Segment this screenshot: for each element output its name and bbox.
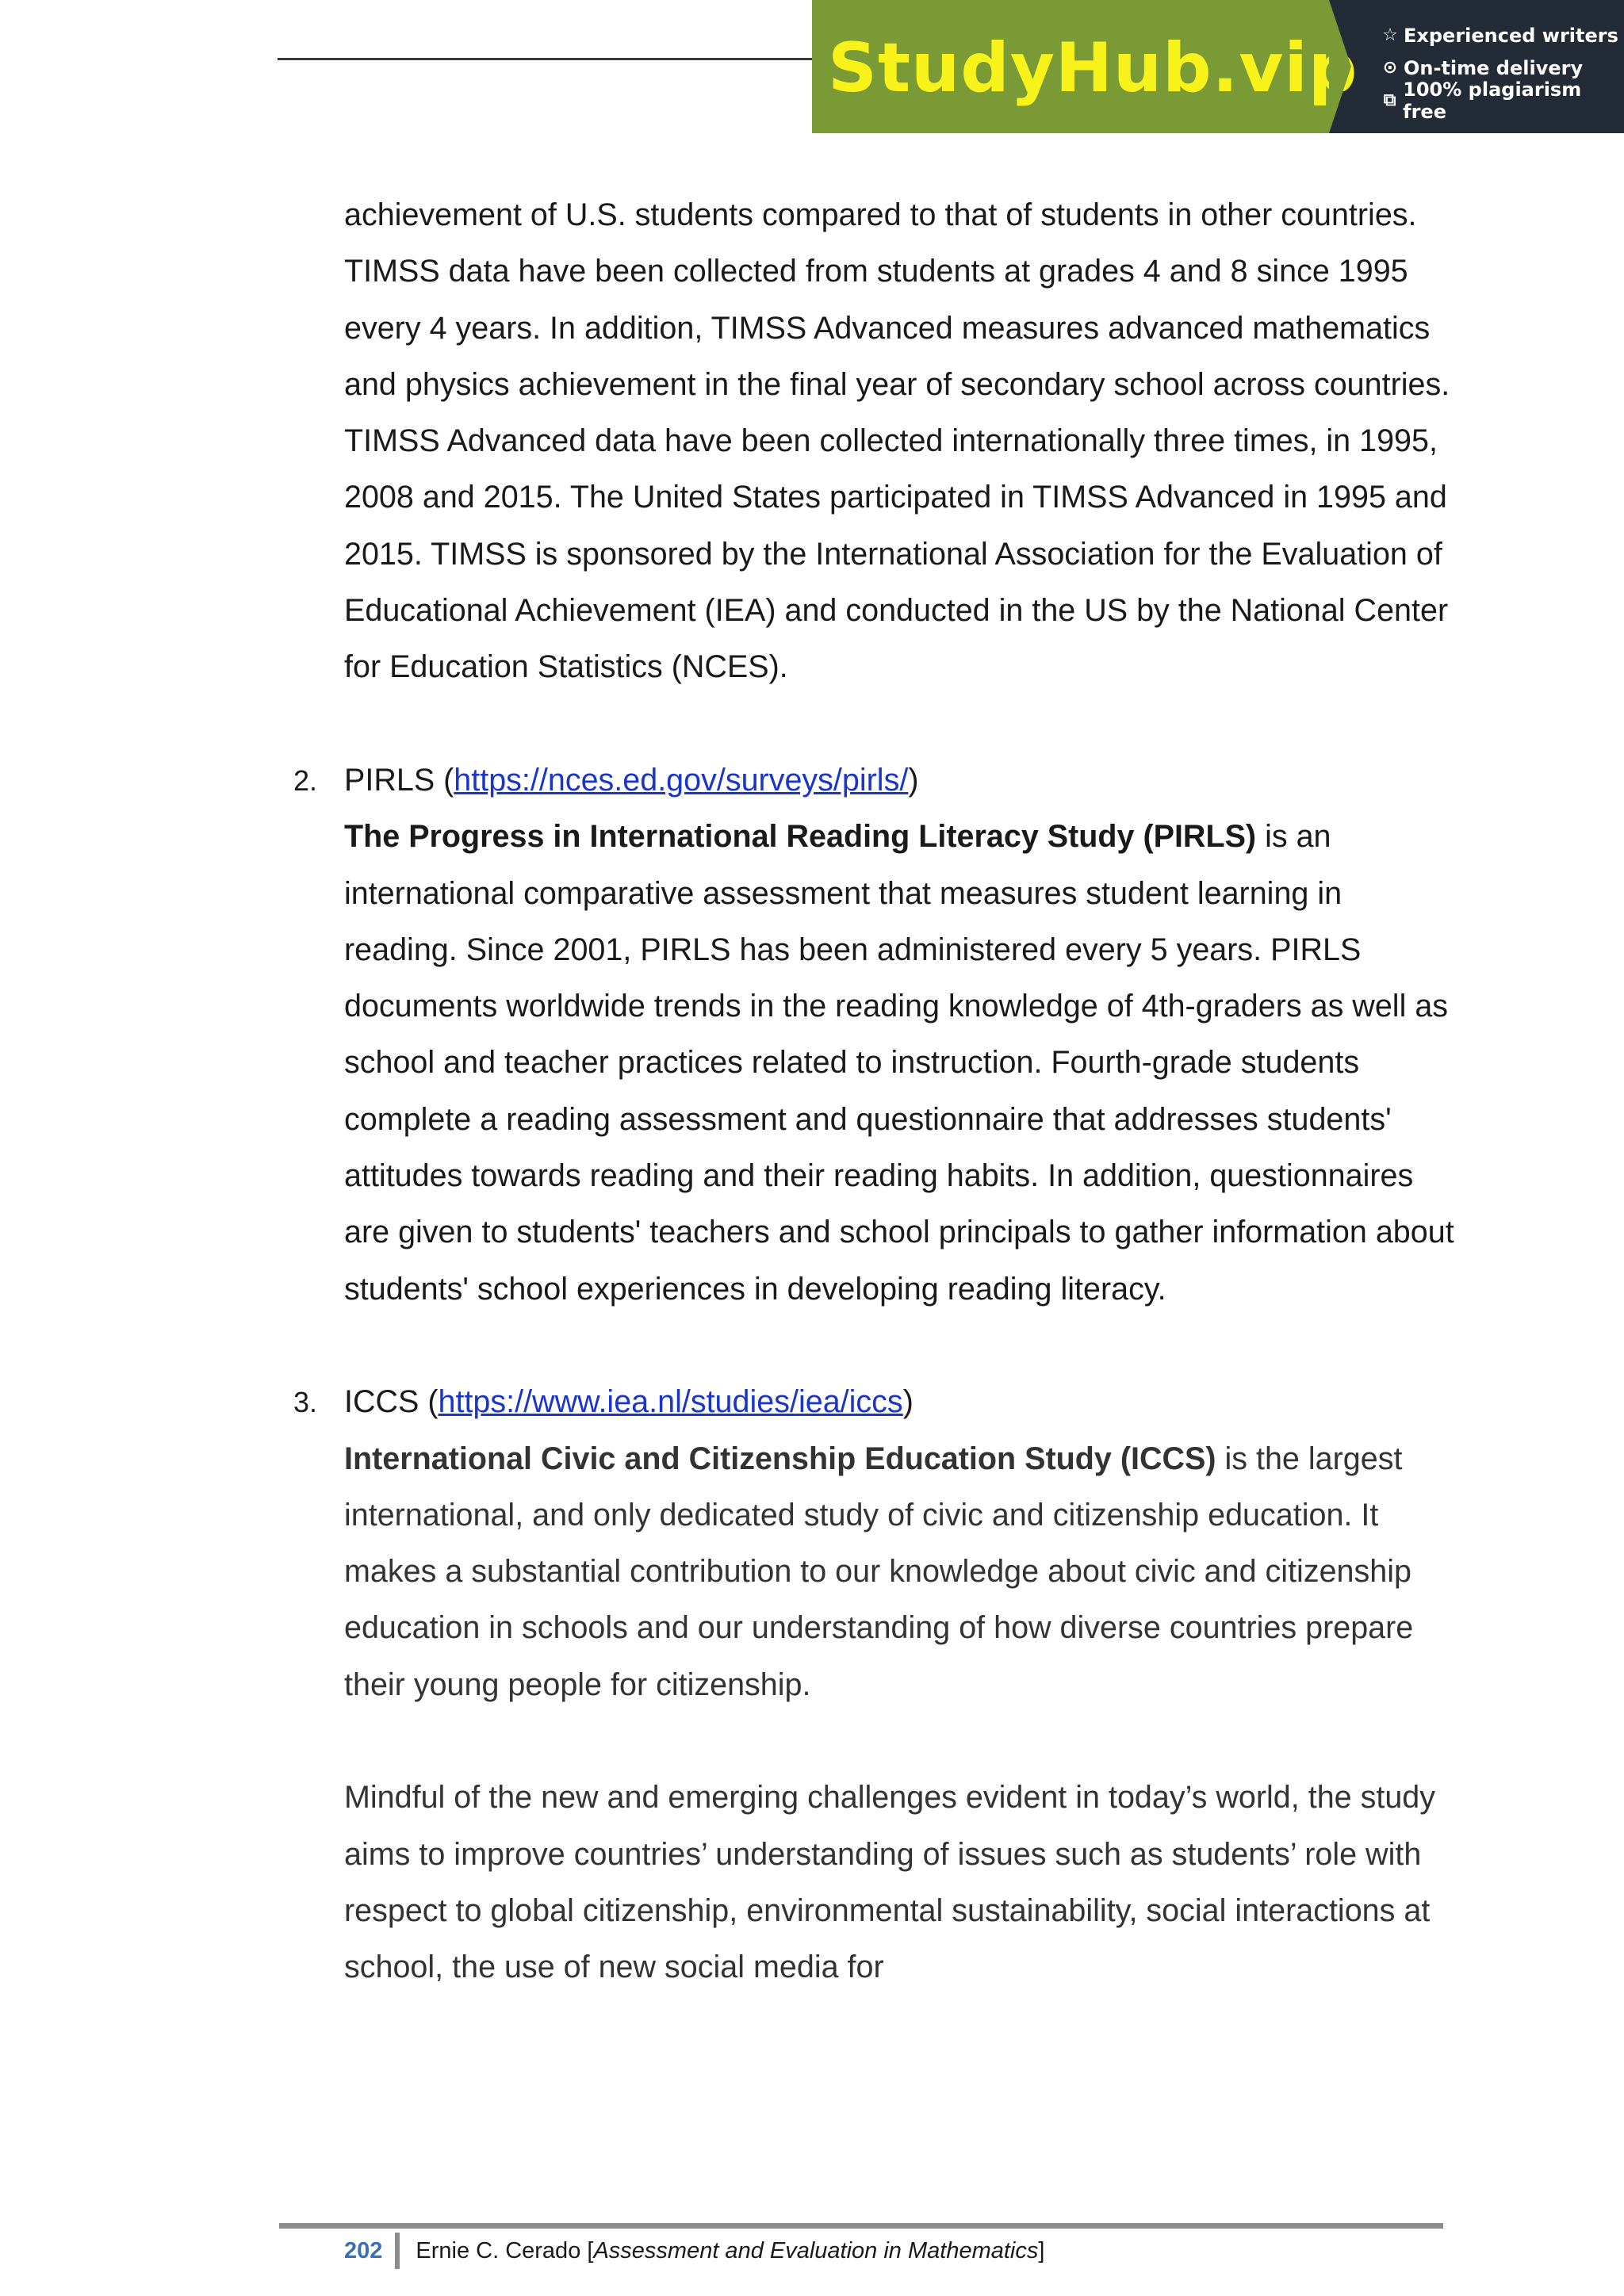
list-item-pirls [293, 752, 1454, 1318]
copy-icon: ⧉ [1383, 90, 1396, 110]
footer-author: Ernie C. Cerado [ [416, 2237, 594, 2263]
footer-rule [279, 2223, 1443, 2229]
feature-text: On-time delivery [1404, 56, 1584, 79]
header-rule [278, 58, 814, 60]
list-number: 3. [293, 1386, 318, 1419]
feature-item [1380, 78, 1624, 123]
footer-separator [395, 2233, 400, 2269]
footer-book-title: Assessment and Evaluation in Mathematics [593, 2237, 1039, 2263]
item-description-text: is an international comparative assessment that measures student learning in reading. Since 2001, PIRLS has been administered every 5 years. PIRLS documents worldwide trends in the reading knowledge of 4th-graders as well as school and teacher practices related to instruction. Fourth-grade students complete a reading assessment and questionnaire that addresses students' attitudes towards reading and their reading habits. In addition, questionnaires are given to students' teachers and school principals to gather information about students' school experiences in developing reading literacy. [344, 819, 1454, 1307]
brand-logo[interactable] [812, 0, 1358, 133]
list-item-iccs [293, 1374, 1454, 1996]
item-bold-title: The Progress in International Reading Literacy Study (PIRLS) [344, 819, 1257, 855]
feature-text: 100% plagiarism free [1403, 78, 1582, 123]
clock-icon: ⊙ [1382, 58, 1398, 78]
page-footer [344, 2231, 1044, 2271]
brand-name: StudyHub.vip [828, 29, 1358, 108]
item-description [344, 809, 1454, 1318]
feature-text: Experienced writers [1404, 24, 1618, 47]
document-body [293, 187, 1454, 1996]
item-extra-paragraph: Mindful of the new and emerging challenges evident in today’s world, the study aims to improve countries’ understanding of issues such as students’ role with respect to global citizenship, environmental sustainability, social interactions at school, the use of new social media for [344, 1780, 1436, 1985]
studyhub-banner[interactable] [812, 0, 1624, 133]
paragraph-spacer [344, 1318, 1454, 1374]
feature-list [1329, 0, 1624, 133]
intro-paragraph: achievement of U.S. students compared to that of students in other countries. TIMSS data have been collected from students at grades 4 and 8 since 1995 every 4 years. In addition, TIMSS Advanced measures advanced mathematics and physics achievement in the final year of secondary school across countries. TIMSS Advanced data have been collected internationally three times, in 1995, 2008 and 2015. The United States participated in TIMSS Advanced in 1995 and 2015. TIMSS is sponsored by the International Association for the Evaluation of Educational Achievement (IEA) and conducted in the US by the National Center for Education Statistics (NCES). [344, 197, 1450, 685]
page-number: 202 [344, 2237, 383, 2263]
iccs-link[interactable]: https://www.iea.nl/studies/iea/iccs [438, 1384, 903, 1420]
item-heading-close: ) [908, 762, 919, 798]
paragraph-spacer [344, 696, 1454, 752]
item-name: ICCS ( [344, 1384, 439, 1420]
item-heading [344, 752, 1454, 809]
item-description [344, 1431, 1454, 1713]
banner-arrow-shape [1329, 0, 1351, 133]
footer-close: ] [1038, 2237, 1045, 2263]
item-name: PIRLS ( [344, 762, 454, 798]
paragraph-spacer [344, 1713, 1454, 1770]
item-description-text: is the largest international, and only dedicated study of civic and citizenship education. It makes a substantial contribution to our knowledge about civic and citizenship education in schools and our understanding of how diverse countries prepare their young people for citizenship. [344, 1441, 1414, 1702]
star-icon: ☆ [1382, 25, 1398, 45]
feature-item [1380, 19, 1624, 52]
list-number: 2. [293, 763, 318, 797]
pirls-link[interactable]: https://nces.ed.gov/surveys/pirls/ [454, 762, 909, 798]
item-heading [344, 1374, 1454, 1430]
item-heading-close: ) [902, 1384, 914, 1420]
item-bold-title: International Civic and Citizenship Education Study (ICCS) [344, 1441, 1216, 1476]
